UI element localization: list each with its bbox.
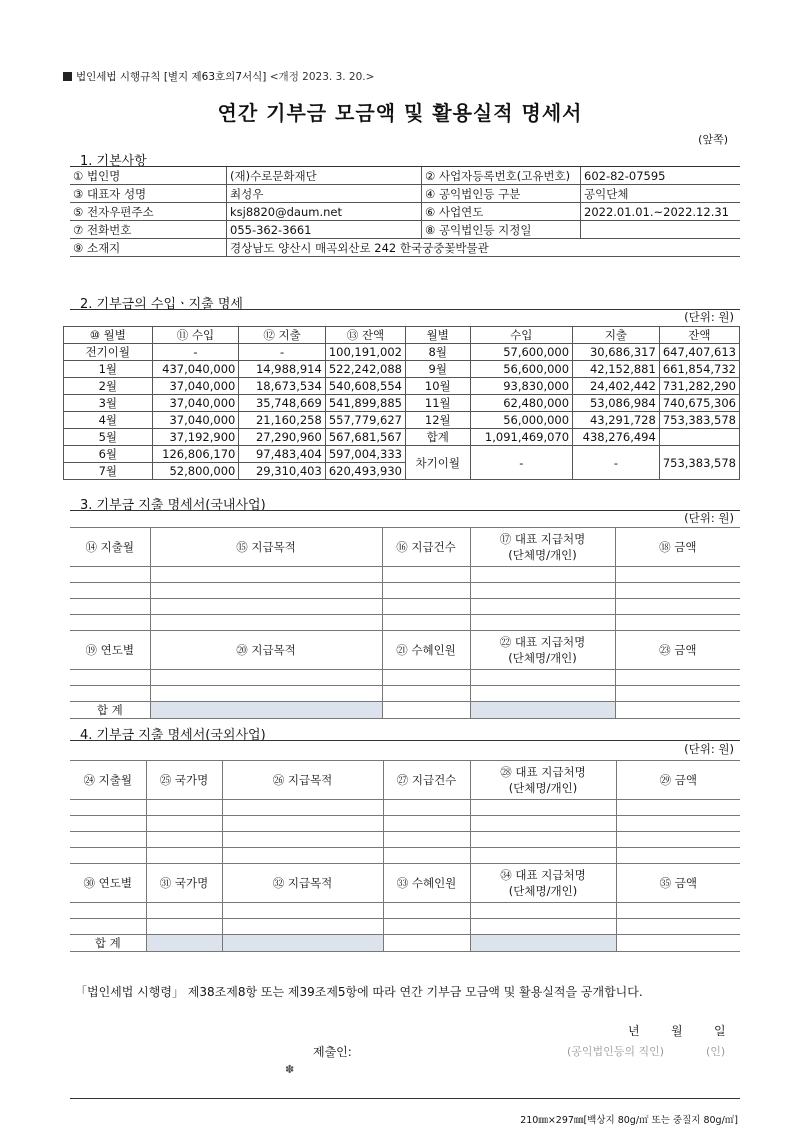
blank-cell[interactable] bbox=[470, 686, 615, 702]
blank-cell[interactable] bbox=[70, 832, 146, 848]
income-cell: 4월 bbox=[64, 412, 153, 429]
income-cell: 37,192,900 bbox=[152, 429, 239, 446]
date-month: 월 bbox=[671, 1024, 683, 1038]
income-row bbox=[64, 395, 740, 412]
column-header: ㉗ 지급건수 bbox=[383, 761, 470, 800]
income-cell: 37,040,000 bbox=[152, 378, 239, 395]
income-cell: 540,608,554 bbox=[325, 378, 405, 395]
basic-info-row bbox=[70, 185, 740, 203]
blank-cell[interactable] bbox=[382, 670, 470, 686]
column-header: ㉒ 대표 지급처명 (단체명/개인) bbox=[470, 631, 615, 670]
blank-cell[interactable] bbox=[615, 615, 740, 631]
income-cell: 100,191,002 bbox=[325, 344, 405, 361]
income-cell: 753,383,578 bbox=[659, 446, 739, 480]
blank-cell[interactable] bbox=[382, 615, 470, 631]
income-cell: 53,086,984 bbox=[573, 395, 660, 412]
total-cell[interactable] bbox=[222, 935, 383, 952]
blank-cell[interactable] bbox=[146, 903, 222, 919]
income-cell: 35,748,669 bbox=[239, 395, 325, 412]
income-cell: 전기이월 bbox=[64, 344, 153, 361]
income-cell: 29,310,403 bbox=[239, 463, 325, 480]
blank-cell[interactable] bbox=[70, 903, 146, 919]
total-row bbox=[70, 702, 740, 719]
column-header: ㉞ 대표 지급처명 (단체명/개인) bbox=[470, 864, 616, 903]
blank-cell[interactable] bbox=[616, 919, 740, 935]
basic-info-cell: 055-362-3661 bbox=[227, 221, 422, 239]
address-label: ⑨ 소재지 bbox=[70, 239, 227, 257]
income-cell: 557,779,627 bbox=[325, 412, 405, 429]
blank-cell[interactable] bbox=[615, 670, 740, 686]
income-row bbox=[64, 429, 740, 446]
total-row bbox=[70, 935, 740, 952]
income-cell: 3월 bbox=[64, 395, 153, 412]
blank-cell[interactable] bbox=[222, 848, 383, 864]
address-value: 경상남도 양산시 매곡외산로 242 한국궁중꽃박물관 bbox=[227, 239, 741, 257]
blank-cell[interactable] bbox=[146, 816, 222, 832]
blank-cell[interactable] bbox=[383, 800, 470, 816]
footer-rule bbox=[70, 1098, 740, 1099]
blank-cell[interactable] bbox=[615, 686, 740, 702]
basic-info-table bbox=[70, 167, 740, 257]
blank-cell[interactable] bbox=[146, 848, 222, 864]
blank-cell[interactable] bbox=[615, 599, 740, 615]
income-cell: 8월 bbox=[406, 344, 471, 361]
income-cell: 56,000,000 bbox=[470, 412, 573, 429]
column-header: ㉜ 지급목적 bbox=[222, 864, 383, 903]
column-header: ⑰ 대표 지급처명 (단체명/개인) bbox=[470, 528, 615, 567]
column-header: ㉚ 연도별 bbox=[70, 864, 146, 903]
paper-spec: 210㎜×297㎜[백상지 80g/㎡ 또는 중질지 80g/㎡] bbox=[520, 1115, 738, 1126]
section3-rule bbox=[70, 510, 740, 511]
income-cell: 27,290,960 bbox=[239, 429, 325, 446]
domestic-expense-table bbox=[70, 527, 740, 719]
income-cell: 620,493,930 bbox=[325, 463, 405, 480]
column-header: ⑭ 지출월 bbox=[70, 528, 150, 567]
income-cell: - bbox=[573, 446, 660, 480]
income-cell: 62,480,000 bbox=[470, 395, 573, 412]
blank-cell[interactable] bbox=[382, 583, 470, 599]
stamp-mark-icon: ✽ bbox=[285, 1063, 295, 1076]
blank-cell[interactable] bbox=[222, 919, 383, 935]
section3-unit: (단위: 원) bbox=[684, 511, 734, 525]
income-cell: 597,004,333 bbox=[325, 446, 405, 463]
income-cell: 18,673,534 bbox=[239, 378, 325, 395]
blank-row bbox=[70, 567, 740, 583]
income-cell: 2월 bbox=[64, 378, 153, 395]
income-cell: 5월 bbox=[64, 429, 153, 446]
income-cell: 37,040,000 bbox=[152, 395, 239, 412]
blank-cell[interactable] bbox=[470, 670, 615, 686]
column-header: ㉘ 대표 지급처명 (단체명/개인) bbox=[470, 761, 616, 800]
blank-cell[interactable] bbox=[222, 800, 383, 816]
blank-cell[interactable] bbox=[616, 832, 740, 848]
income-row bbox=[64, 446, 740, 463]
column-header: ㉖ 지급목적 bbox=[222, 761, 383, 800]
blank-cell[interactable] bbox=[146, 919, 222, 935]
column-header: ⑮ 지급목적 bbox=[150, 528, 382, 567]
income-cell: 10월 bbox=[406, 378, 471, 395]
blank-cell[interactable] bbox=[222, 903, 383, 919]
column-header: ⑪ 수입 bbox=[152, 327, 239, 344]
section2-title: 2. 기부금의 수입ㆍ지출 명세 bbox=[80, 297, 243, 312]
basic-info-cell: ⑧ 공익법인등 지정일 bbox=[422, 221, 581, 239]
income-cell: 753,383,578 bbox=[659, 412, 739, 429]
income-cell: 97,483,404 bbox=[239, 446, 325, 463]
blank-cell[interactable] bbox=[382, 567, 470, 583]
blank-cell[interactable] bbox=[70, 599, 150, 615]
blank-row bbox=[70, 903, 740, 919]
blank-cell[interactable] bbox=[470, 903, 616, 919]
income-cell: 438,276,494 bbox=[573, 429, 660, 446]
basic-info-cell: 2022.01.01.~2022.12.31 bbox=[581, 203, 741, 221]
law-reference: 법인세법 시행규칙 [별지 제63호의7서식] <개정 2023. 3. 20.> bbox=[63, 69, 374, 84]
blank-cell[interactable] bbox=[616, 903, 740, 919]
income-cell: 437,040,000 bbox=[152, 361, 239, 378]
blank-cell[interactable] bbox=[383, 816, 470, 832]
income-cell: 57,600,000 bbox=[470, 344, 573, 361]
income-cell: 56,600,000 bbox=[470, 361, 573, 378]
column-header: ㉛ 국가명 bbox=[146, 864, 222, 903]
overseas-expense-table bbox=[70, 760, 740, 952]
column-header: ㉟ 금액 bbox=[616, 864, 740, 903]
income-cell: 21,160,258 bbox=[239, 412, 325, 429]
basic-info-row bbox=[70, 167, 740, 185]
basic-info-cell bbox=[581, 221, 741, 239]
basic-info-row bbox=[70, 203, 740, 221]
blank-cell[interactable] bbox=[616, 816, 740, 832]
legal-statement: 「법인세법 시행령」 제38조제8항 또는 제39조제5항에 따라 연간 기부금 모금액 및 활용실적을 공개합니다. bbox=[75, 985, 643, 999]
income-row bbox=[64, 378, 740, 395]
total-cell[interactable] bbox=[615, 702, 740, 719]
income-cell: 12월 bbox=[406, 412, 471, 429]
blank-cell[interactable] bbox=[70, 848, 146, 864]
blank-cell[interactable] bbox=[382, 599, 470, 615]
basic-info-cell: 공익단체 bbox=[581, 185, 741, 203]
revision-note: <개정 2023. 3. 20.> bbox=[269, 71, 375, 83]
column-header: ⑱ 금액 bbox=[615, 528, 740, 567]
blank-row bbox=[70, 583, 740, 599]
date-year: 년 bbox=[628, 1024, 640, 1038]
income-row bbox=[64, 412, 740, 429]
blank-row bbox=[70, 919, 740, 935]
column-header: ⑯ 지급건수 bbox=[382, 528, 470, 567]
income-cell: 93,830,000 bbox=[470, 378, 573, 395]
section4-title: 4. 기부금 지출 명세서(국외사업) bbox=[80, 728, 266, 743]
income-cell: - bbox=[239, 344, 325, 361]
blank-cell[interactable] bbox=[615, 583, 740, 599]
income-cell: 522,242,088 bbox=[325, 361, 405, 378]
income-row bbox=[64, 344, 740, 361]
blank-cell[interactable] bbox=[222, 832, 383, 848]
income-cell: 43,291,728 bbox=[573, 412, 660, 429]
blank-row bbox=[70, 800, 740, 816]
blank-cell[interactable] bbox=[616, 848, 740, 864]
blank-cell[interactable] bbox=[150, 599, 382, 615]
blank-cell[interactable] bbox=[150, 583, 382, 599]
blank-cell[interactable] bbox=[616, 800, 740, 816]
seal-hint: (인) bbox=[706, 1045, 726, 1058]
total-cell[interactable] bbox=[146, 935, 222, 952]
blank-cell[interactable] bbox=[470, 615, 615, 631]
basic-info-cell: 최성우 bbox=[227, 185, 422, 203]
column-header: 월별 bbox=[406, 327, 471, 344]
column-header: ⑳ 지급목적 bbox=[150, 631, 382, 670]
blank-row bbox=[70, 832, 740, 848]
basic-info-cell: ④ 공익법인등 구분 bbox=[422, 185, 581, 203]
total-label: 합 계 bbox=[70, 935, 146, 952]
blank-cell[interactable] bbox=[150, 567, 382, 583]
date-day: 일 bbox=[714, 1024, 726, 1038]
blank-row bbox=[70, 670, 740, 686]
basic-info-cell: ① 법인명 bbox=[70, 167, 227, 185]
blank-row bbox=[70, 816, 740, 832]
blank-cell[interactable] bbox=[382, 686, 470, 702]
blank-row bbox=[70, 686, 740, 702]
income-cell: 합계 bbox=[406, 429, 471, 446]
blank-cell[interactable] bbox=[383, 832, 470, 848]
income-cell: - bbox=[470, 446, 573, 480]
blank-row bbox=[70, 615, 740, 631]
blank-cell[interactable] bbox=[470, 583, 615, 599]
income-cell: 14,988,914 bbox=[239, 361, 325, 378]
blank-cell[interactable] bbox=[146, 832, 222, 848]
square-bullet-icon bbox=[63, 72, 72, 81]
expense-header-row bbox=[70, 761, 740, 800]
expense-header-row bbox=[70, 864, 740, 903]
income-cell: 1,091,469,070 bbox=[470, 429, 573, 446]
section3-title: 3. 기부금 지출 명세서(국내사업) bbox=[80, 498, 266, 513]
blank-row bbox=[70, 848, 740, 864]
section1-title: 1. 기본사항 bbox=[80, 154, 147, 169]
column-header: ⑬ 잔액 bbox=[325, 327, 405, 344]
column-header: 지출 bbox=[573, 327, 660, 344]
income-row bbox=[64, 361, 740, 378]
total-cell[interactable] bbox=[383, 935, 470, 952]
basic-info-cell: ⑦ 전화번호 bbox=[70, 221, 227, 239]
blank-cell[interactable] bbox=[70, 670, 150, 686]
blank-cell[interactable] bbox=[150, 615, 382, 631]
section2-unit: (단위: 원) bbox=[684, 310, 734, 324]
basic-info-cell: ksj8820@daum.net bbox=[227, 203, 422, 221]
income-cell: 567,681,567 bbox=[325, 429, 405, 446]
total-cell[interactable] bbox=[382, 702, 470, 719]
column-header: ⑩ 월별 bbox=[64, 327, 153, 344]
blank-cell[interactable] bbox=[470, 919, 616, 935]
income-cell: 740,675,306 bbox=[659, 395, 739, 412]
blank-cell[interactable] bbox=[150, 686, 382, 702]
blank-cell[interactable] bbox=[383, 848, 470, 864]
basic-info-cell: (재)수로문화재단 bbox=[227, 167, 422, 185]
expense-header-row bbox=[70, 631, 740, 670]
income-cell: 차기이월 bbox=[406, 446, 471, 480]
income-cell: - bbox=[152, 344, 239, 361]
form-title: 연간 기부금 모금액 및 활용실적 명세서 bbox=[217, 101, 583, 125]
blank-cell[interactable] bbox=[146, 800, 222, 816]
income-cell: 6월 bbox=[64, 446, 153, 463]
income-cell: 541,899,885 bbox=[325, 395, 405, 412]
income-cell: 24,402,442 bbox=[573, 378, 660, 395]
blank-cell[interactable] bbox=[70, 567, 150, 583]
total-label: 합 계 bbox=[70, 702, 150, 719]
column-header: ㉕ 국가명 bbox=[146, 761, 222, 800]
column-header: ㉙ 금액 bbox=[616, 761, 740, 800]
column-header: ㉓ 금액 bbox=[615, 631, 740, 670]
column-header: ㉔ 지출월 bbox=[70, 761, 146, 800]
column-header: ㉝ 수혜인원 bbox=[383, 864, 470, 903]
blank-cell[interactable] bbox=[70, 686, 150, 702]
income-cell: 37,040,000 bbox=[152, 412, 239, 429]
income-cell: 30,686,317 bbox=[573, 344, 660, 361]
income-cell: 661,854,732 bbox=[659, 361, 739, 378]
basic-info-cell: ⑥ 사업연도 bbox=[422, 203, 581, 221]
blank-cell[interactable] bbox=[70, 816, 146, 832]
blank-cell[interactable] bbox=[70, 800, 146, 816]
page-side-label: (앞쪽) bbox=[698, 133, 728, 146]
section4-rule bbox=[70, 740, 740, 741]
income-cell: 52,800,000 bbox=[152, 463, 239, 480]
blank-cell[interactable] bbox=[470, 816, 616, 832]
blank-cell[interactable] bbox=[70, 919, 146, 935]
basic-info-cell: ② 사업자등록번호(고유번호) bbox=[422, 167, 581, 185]
income-cell: 42,152,881 bbox=[573, 361, 660, 378]
basic-info-cell: ③ 대표자 성명 bbox=[70, 185, 227, 203]
basic-info-cell: ⑤ 전자우편주소 bbox=[70, 203, 227, 221]
total-cell[interactable] bbox=[470, 935, 616, 952]
submitter-hint: (공익법인등의 직인) bbox=[567, 1045, 665, 1058]
blank-cell[interactable] bbox=[470, 599, 615, 615]
column-header: ⑲ 연도별 bbox=[70, 631, 150, 670]
blank-row bbox=[70, 599, 740, 615]
blank-cell[interactable] bbox=[470, 848, 616, 864]
section4-unit: (단위: 원) bbox=[684, 742, 734, 756]
total-cell[interactable] bbox=[150, 702, 382, 719]
blank-cell[interactable] bbox=[383, 903, 470, 919]
column-header: 잔액 bbox=[659, 327, 739, 344]
blank-cell[interactable] bbox=[470, 800, 616, 816]
income-cell: 11월 bbox=[406, 395, 471, 412]
basic-info-cell: 602-82-07595 bbox=[581, 167, 741, 185]
income-cell: 1월 bbox=[64, 361, 153, 378]
blank-cell[interactable] bbox=[70, 615, 150, 631]
income-cell: 126,806,170 bbox=[152, 446, 239, 463]
section2-rule bbox=[70, 309, 740, 310]
column-header: ⑫ 지출 bbox=[239, 327, 325, 344]
blank-cell[interactable] bbox=[383, 919, 470, 935]
income-expense-table bbox=[63, 326, 740, 480]
total-cell[interactable] bbox=[470, 702, 615, 719]
expense-header-row bbox=[70, 528, 740, 567]
basic-info-row bbox=[70, 221, 740, 239]
blank-cell[interactable] bbox=[70, 583, 150, 599]
income-cell bbox=[659, 429, 739, 446]
blank-cell[interactable] bbox=[470, 567, 615, 583]
column-header: 수입 bbox=[470, 327, 573, 344]
blank-cell[interactable] bbox=[470, 832, 616, 848]
blank-cell[interactable] bbox=[222, 816, 383, 832]
income-cell: 7월 bbox=[64, 463, 153, 480]
income-cell: 731,282,290 bbox=[659, 378, 739, 395]
total-cell[interactable] bbox=[616, 935, 740, 952]
income-header-row bbox=[64, 327, 740, 344]
blank-cell[interactable] bbox=[615, 567, 740, 583]
column-header: ㉑ 수혜인원 bbox=[382, 631, 470, 670]
submitter-label: 제출인: bbox=[313, 1045, 352, 1059]
income-cell: 647,407,613 bbox=[659, 344, 739, 361]
income-cell: 9월 bbox=[406, 361, 471, 378]
blank-cell[interactable] bbox=[150, 670, 382, 686]
